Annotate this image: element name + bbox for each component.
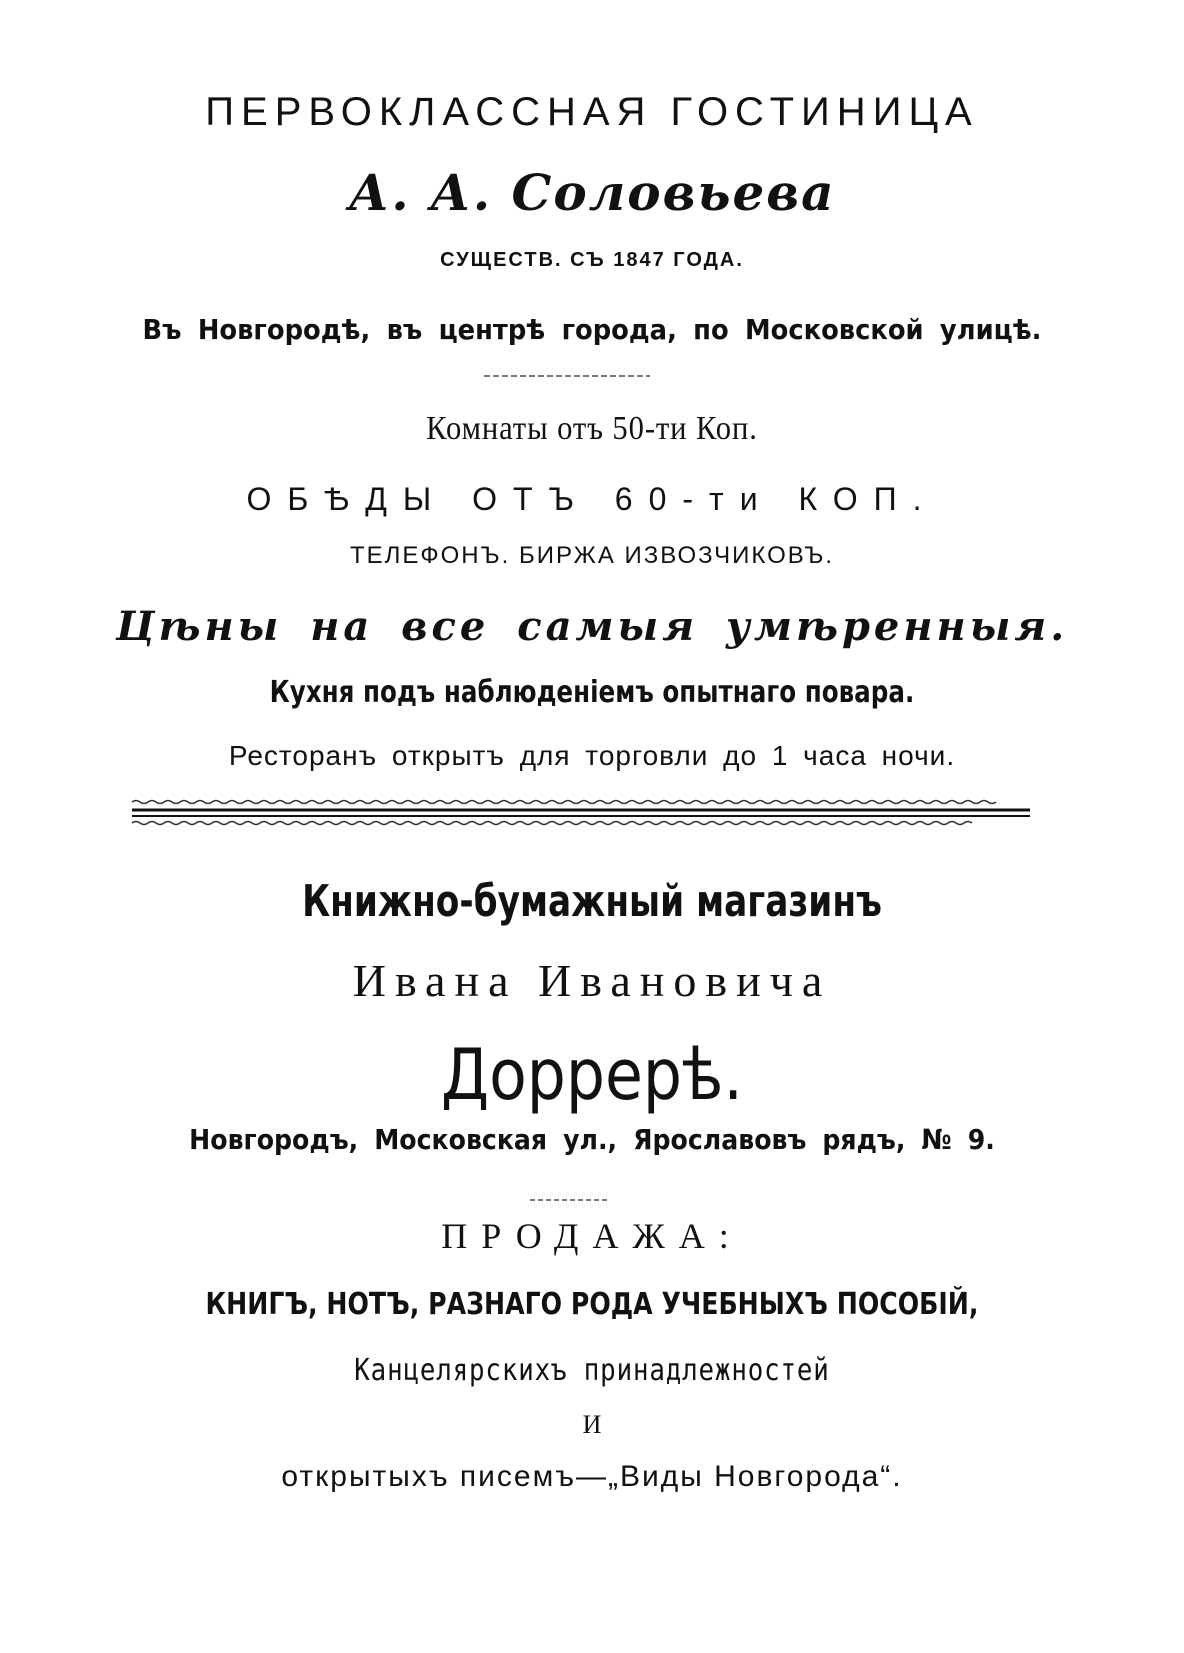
shop-and: И bbox=[582, 1410, 602, 1439]
hotel-dinners-price: ОБѢДЫ ОТЪ 60-ти КОП. bbox=[246, 481, 938, 517]
hotel-phone-cab: ТЕЛЕФОНЪ. БИРЖА ИЗВОЗЧИКОВЪ. bbox=[349, 542, 835, 569]
section-divider-rule bbox=[0, 798, 1184, 826]
shop-postcards: открытыхъ писемъ—„Виды Новгорода“. bbox=[281, 1460, 903, 1493]
hotel-established: СУЩЕСТВ. СЪ 1847 ГОДА. bbox=[440, 249, 744, 271]
shop-owner-surname: Доррерѣ. bbox=[440, 1034, 743, 1116]
shop-sale-heading: ПРОДАЖА: bbox=[441, 1216, 743, 1256]
hotel-address: Въ Новгородѣ, въ центрѣ города, по Московской улицѣ. bbox=[142, 313, 1042, 346]
hotel-restaurant-hours: Ресторанъ открытъ для торговли до 1 часа ночи. bbox=[228, 740, 956, 771]
hotel-moderate-prices: Цѣны на все самыя умѣренныя. bbox=[115, 603, 1069, 650]
hotel-owner-name: А. А. Соловьева bbox=[348, 163, 836, 222]
small-ornament-divider bbox=[0, 372, 1184, 380]
shop-title: Книжно-бумажный магазинъ bbox=[302, 876, 882, 927]
shop-owner-name: Ивана Ивановича bbox=[352, 955, 832, 1006]
small-ornament-divider-2 bbox=[0, 1196, 1184, 1204]
shop-books-line: КНИГЪ, НОТЪ, РАЗНАГО РОДА УЧЕБНЫХЪ ПОСОБІЙ, bbox=[205, 1287, 979, 1322]
hotel-title: ПЕРВОКЛАССНАЯ ГОСТИНИЦА bbox=[205, 90, 979, 134]
hotel-rooms-price: Комнаты отъ 50-ти Коп. bbox=[426, 410, 758, 447]
shop-office-supplies: Канцелярскихъ принадлежностей bbox=[354, 1353, 830, 1388]
shop-address: Новгородъ, Московская ул., Ярославовъ рядъ, № 9. bbox=[189, 1123, 995, 1156]
hotel-kitchen: Кухня подъ наблюденіемъ опытнаго повара. bbox=[269, 675, 915, 710]
